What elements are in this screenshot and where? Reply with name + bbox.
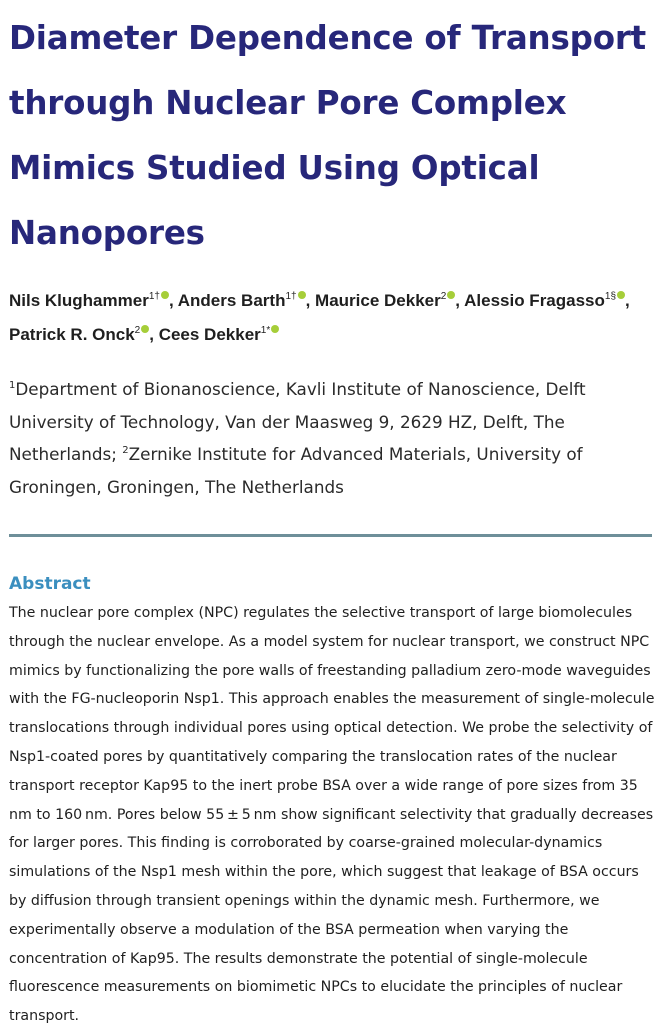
paper-page bbox=[9, 0, 655, 1031]
affiliation-mark: 2 bbox=[122, 445, 129, 456]
orcid-icon[interactable] bbox=[617, 291, 625, 299]
author-affiliation-mark: 1* bbox=[260, 325, 271, 336]
paper-title: Diameter Dependence of Transport through Nuclear Pore Complex Mimics Studied Using Optical Nanopores bbox=[9, 19, 646, 252]
author-name[interactable]: Nils Klughammer bbox=[9, 291, 149, 310]
abstract-heading: Abstract bbox=[9, 574, 91, 594]
orcid-icon[interactable] bbox=[161, 291, 169, 299]
author[interactable] bbox=[9, 291, 169, 310]
abstract-body: The nuclear pore complex (NPC) regulates the selective transport of large biomolecules through the nuclear envelope. As a model system for nuclear transport, we construct NPC mimics by functionalizing the pore walls of freestanding palladium zero-mode waveguides with the FG-nucleoporin Nsp1. This approach enables the measurement of single-molecule translocations through individual pores using optical detection. We probe the selectivity of Nsp1-coated pores by quantitatively comparing the translocation rates of the nuclear transport receptor Kap95 to the inert probe BSA over a wide range of pore sizes from 35 nm to 160 nm. Pores below 55 ± 5 nm show significant selectivity that gradually decreases for larger pores. This finding is corroborated by coarse-grained molecular-dynamics simulations of the Nsp1 mesh within the pore, which suggest that leakage of BSA occurs by diffusion through transient openings within the dynamic mesh. Furthermore, we experimentally observe a modulation of the BSA permeation when varying the concentration of Kap95. The results demonstrate the potential of single-molecule fluorescence measurements on biomimetic NPCs to elucidate the principles of nuclear transport. bbox=[9, 605, 655, 1025]
affiliation-2: Zernike Institute for Advanced Materials, University of Groningen, Groningen, The Netherlands bbox=[9, 444, 583, 497]
author-affiliation-mark: 2 bbox=[134, 325, 141, 336]
author-name[interactable]: Patrick R. Onck bbox=[9, 325, 135, 344]
author-name[interactable]: Alessio Fragasso bbox=[464, 291, 605, 310]
section-divider bbox=[9, 534, 652, 537]
author-name[interactable]: Anders Barth bbox=[177, 291, 286, 310]
author[interactable] bbox=[178, 291, 306, 310]
author[interactable] bbox=[9, 325, 149, 344]
author-name[interactable]: Maurice Dekker bbox=[315, 291, 441, 310]
author[interactable] bbox=[315, 291, 455, 310]
author-name[interactable]: Cees Dekker bbox=[158, 325, 261, 344]
affiliations bbox=[9, 373, 655, 503]
author[interactable] bbox=[159, 325, 280, 344]
orcid-icon[interactable] bbox=[298, 291, 306, 299]
author[interactable] bbox=[464, 291, 625, 310]
author-affiliation-mark: 1† bbox=[285, 291, 297, 302]
orcid-icon[interactable] bbox=[447, 291, 455, 299]
affiliation-1: Department of Bionanoscience, Kavli Institute of Nanoscience, Delft University of Technology, Van der Maasweg 9, 2629 HZ, Delft, The Netherlands; bbox=[9, 379, 586, 464]
author-affiliation-mark: 1§ bbox=[604, 291, 617, 302]
author-list: Nils Klughammer$^{1\dagger}$ , Anders Barth$^{1\dagger}$ , Maurice Dekker$^2$ , Alessio Fragasso$^{1\S}$ , Patrick R. Onck$^2$ , Cees Dekker$^{1*}$ bbox=[9, 291, 630, 344]
orcid-icon[interactable] bbox=[271, 325, 279, 333]
author-affiliation-mark: 2 bbox=[440, 291, 447, 302]
author-affiliation-mark: 1† bbox=[148, 291, 160, 302]
affiliation-mark: 1 bbox=[9, 380, 16, 391]
orcid-icon[interactable] bbox=[141, 325, 149, 333]
